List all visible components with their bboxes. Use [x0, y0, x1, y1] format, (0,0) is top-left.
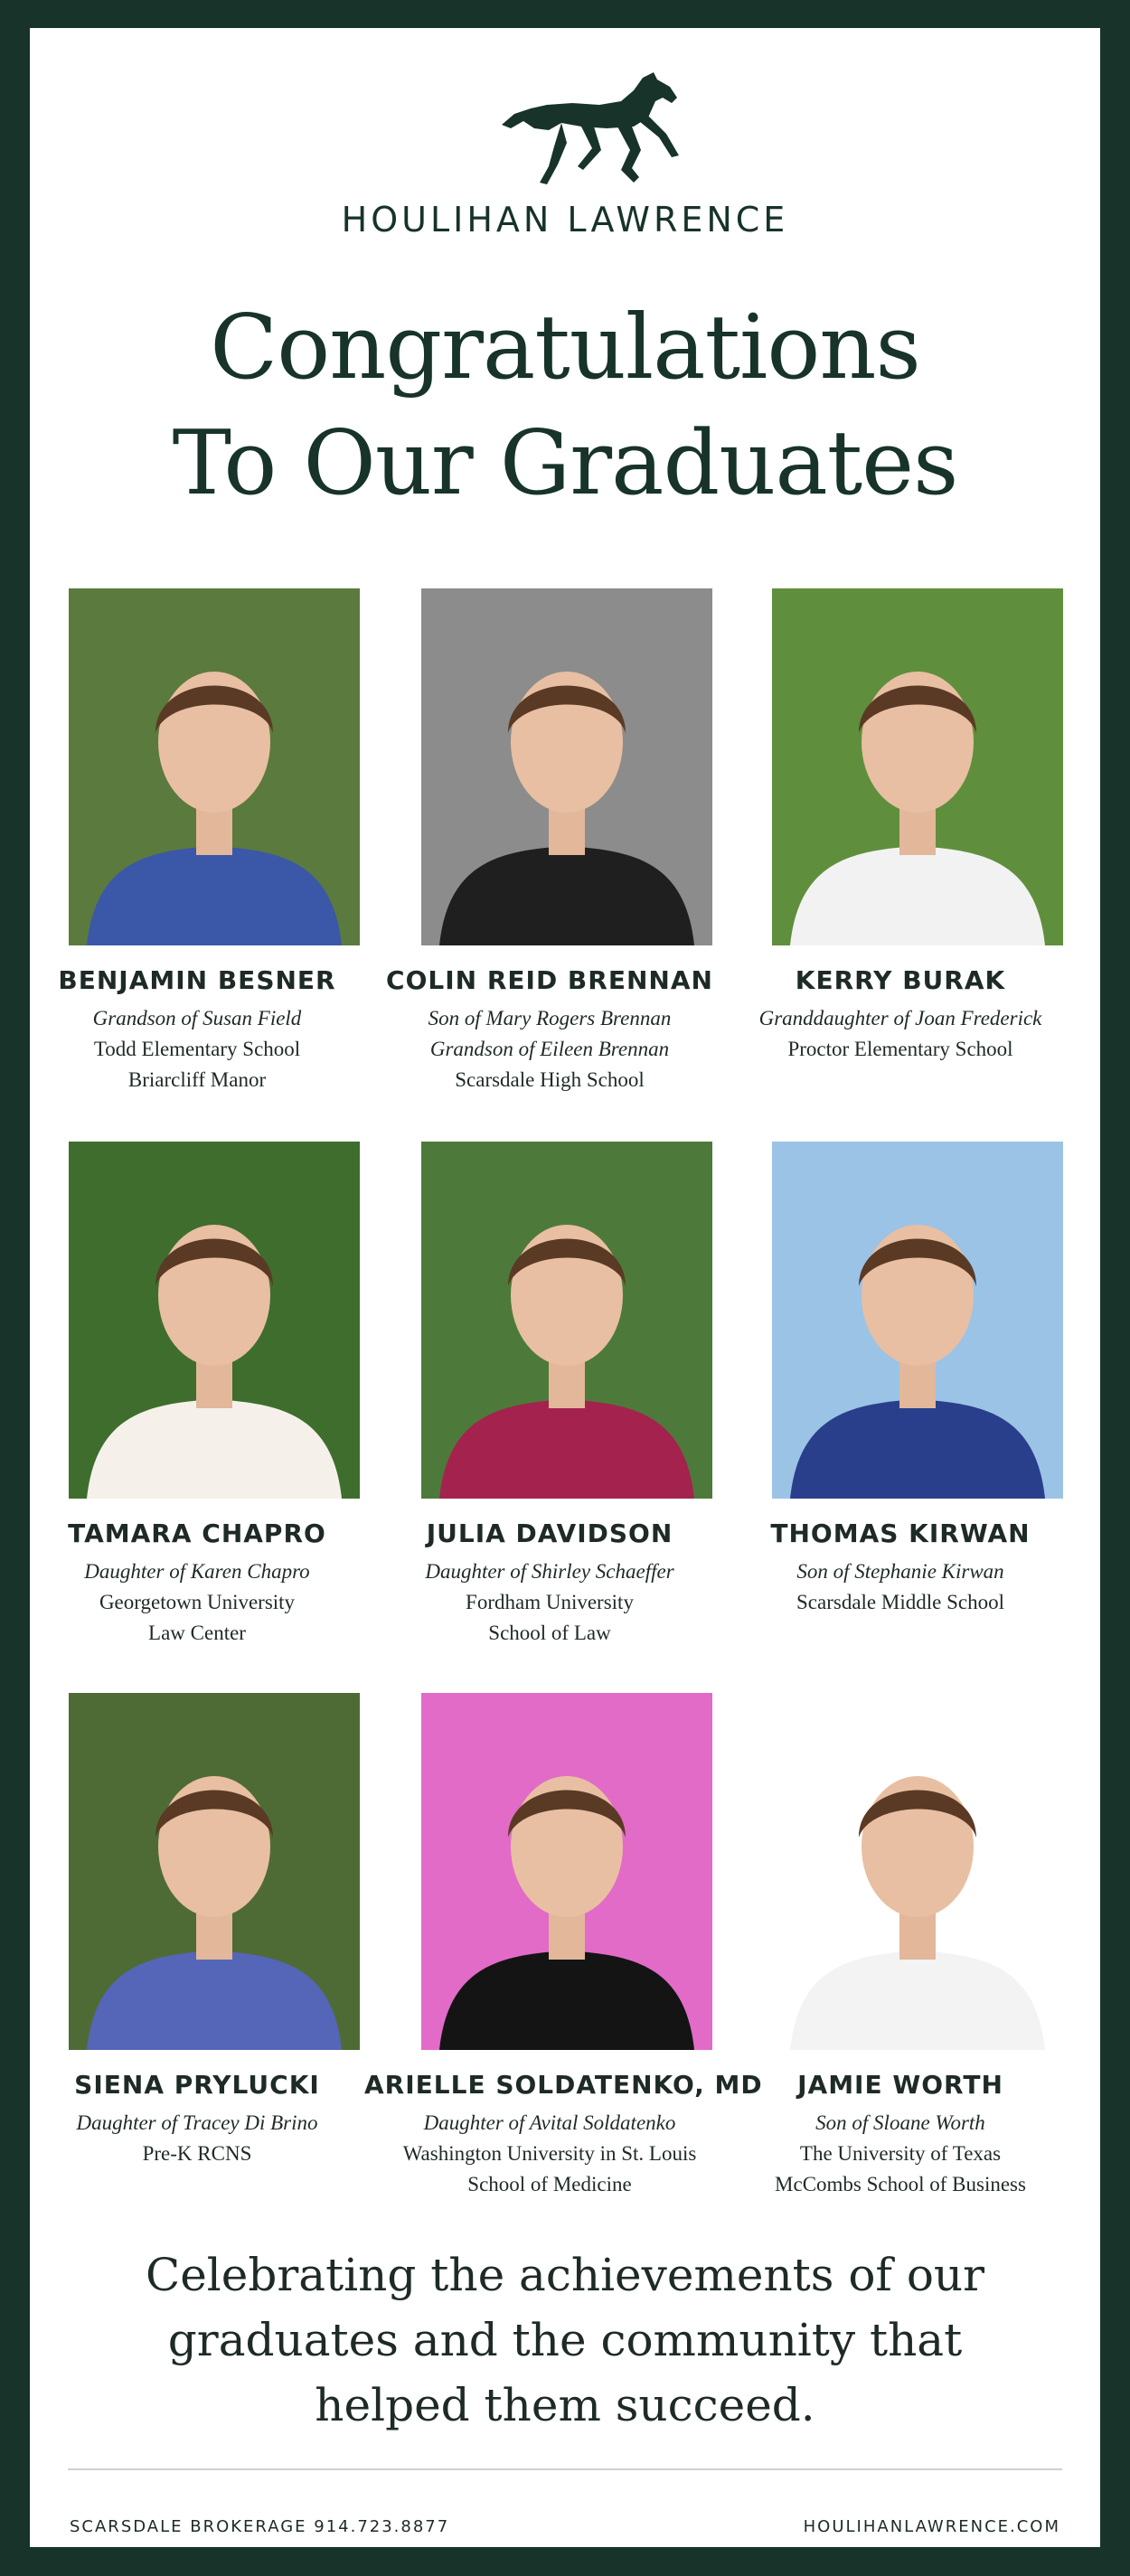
graduate-photo: [772, 588, 1063, 945]
graduate-name: ARIELLE SOLDATENKO, MD: [364, 2070, 763, 2100]
brand-name: HOULIHAN LAWRENCE: [341, 200, 789, 240]
title-line-1: Congratulations: [210, 296, 920, 400]
graduate-school: McCombs School of Business: [775, 2173, 1026, 2195]
graduate-relation: Granddaughter of Joan Frederick: [758, 1007, 1042, 1029]
graduate-school: The University of Texas: [799, 2142, 1002, 2165]
graduate-name: THOMAS KIRWAN: [770, 1518, 1031, 1548]
graduate-relation: Daughter of Avital Soldatenko: [423, 2111, 676, 2134]
graduate-photo: [772, 1142, 1063, 1499]
graduate-relation: Daughter of Karen Chapro: [84, 1560, 310, 1583]
graduate-photo: [421, 1142, 712, 1499]
graduate-relation: Daughter of Shirley Schaeffer: [425, 1560, 674, 1583]
closing-line-1: Celebrating the achievements of our: [145, 2249, 985, 2301]
graduate-photo: [421, 1693, 712, 2050]
graduate-photo: [69, 1693, 360, 2050]
graduate-school: Fordham University: [466, 1591, 634, 1613]
graduate-school: Scarsdale Middle School: [796, 1591, 1004, 1613]
closing-line-2: graduates and the community that: [167, 2314, 963, 2366]
graduate-name: COLIN REID BRENNAN: [386, 965, 713, 995]
graduate-school: Law Center: [148, 1622, 246, 1644]
graduate-relation: Son of Sloane Worth: [815, 2111, 985, 2134]
graduate-school: Briarcliff Manor: [127, 1068, 267, 1091]
horse-logo-icon: [498, 71, 683, 190]
graduate-name: SIENA PRYLUCKI: [74, 2070, 320, 2100]
graduate-relation: Grandson of Eileen Brennan: [429, 1038, 670, 1060]
graduate-school: Proctor Elementary School: [787, 1038, 1013, 1060]
graduate-relation: Daughter of Tracey Di Brino: [76, 2111, 318, 2134]
graduate-name: KERRY BURAK: [795, 965, 1006, 995]
graduate-relation: Son of Mary Rogers Brennan: [428, 1007, 672, 1029]
page-title: [30, 290, 1100, 522]
graduate-relation: Son of Stephanie Kirwan: [796, 1560, 1004, 1583]
graduate-photo: [69, 1142, 360, 1499]
graduate-school: Todd Elementary School: [93, 1038, 301, 1060]
graduate-school: Scarsdale High School: [455, 1068, 645, 1091]
website-link[interactable]: HOULIHANLAWRENCE.COM: [803, 2517, 1060, 2536]
graduate-school: Pre-K RCNS: [142, 2142, 252, 2165]
graduate-name: JAMIE WORTH: [797, 2070, 1003, 2100]
title-line-2: To Our Graduates: [172, 412, 958, 515]
footer-divider: [68, 2468, 1062, 2470]
brokerage-contact: SCARSDALE BROKERAGE 914.723.8877: [70, 2517, 450, 2536]
graduate-photo: [421, 588, 712, 945]
closing-line-3: helped them succeed.: [315, 2379, 815, 2431]
graduate-school: Georgetown University: [99, 1591, 296, 1613]
graduate-photo: [772, 1693, 1063, 2050]
graduate-photo: [69, 588, 360, 945]
graduate-school: School of Law: [488, 1622, 611, 1644]
graduate-school: Washington University in St. Louis: [402, 2142, 697, 2165]
announcement-card: [30, 28, 1100, 2547]
graduate-school: School of Medicine: [467, 2173, 632, 2195]
graduate-name: BENJAMIN BESNER: [58, 965, 336, 995]
graduate-name: JULIA DAVIDSON: [426, 1518, 673, 1548]
graduate-relation: Grandson of Susan Field: [92, 1007, 302, 1029]
closing-message: [30, 2242, 1100, 2438]
graduate-name: TAMARA CHAPRO: [68, 1518, 326, 1548]
